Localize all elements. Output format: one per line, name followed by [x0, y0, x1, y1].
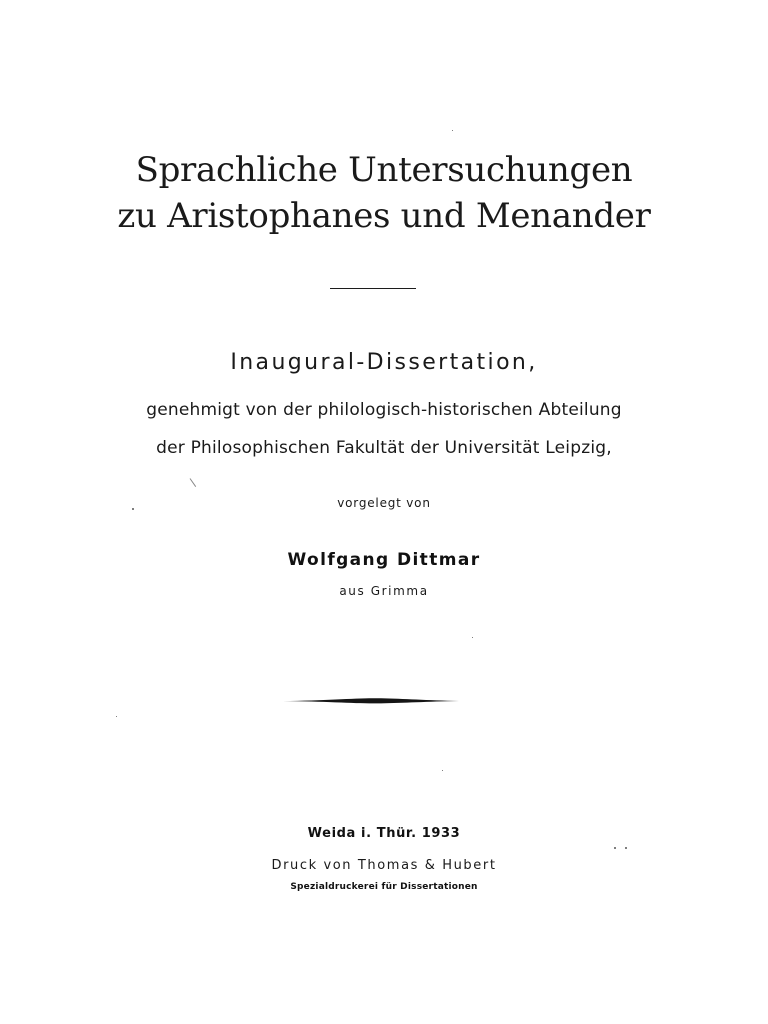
- title-divider-rule: [330, 288, 416, 289]
- author-name: Wolfgang Dittmar: [287, 550, 481, 570]
- imprint-printer: Druck von Thomas & Hubert: [271, 858, 497, 873]
- paper-speck: [614, 847, 616, 849]
- faculty-line-1: genehmigt von der philologisch-historischen Abteilung: [146, 400, 622, 420]
- paper-speck: [625, 847, 627, 849]
- imprint-specialty: Spezialdruckerei für Dissertationen: [290, 882, 478, 892]
- faculty-line-2: der Philosophischen Fakultät der Universität Leipzig,: [156, 438, 612, 458]
- title-line-2: zu Aristophanes und Menander: [117, 196, 651, 236]
- dissertation-heading: Inaugural-Dissertation,: [230, 350, 538, 375]
- author-origin: aus Grimma: [339, 584, 429, 598]
- paper-speck: [452, 130, 453, 131]
- imprint-place-year: Weida i. Thür. 1933: [307, 826, 461, 841]
- paper-speck: [116, 716, 117, 717]
- paper-scratch: [190, 478, 197, 487]
- title-line-1: Sprachliche Untersuchungen: [135, 150, 633, 190]
- presented-by-label: vorgelegt von: [337, 496, 431, 510]
- paper-speck: [442, 770, 443, 771]
- paper-speck: [132, 508, 134, 510]
- paper-speck: [472, 637, 473, 638]
- swelled-rule-ornament: [283, 696, 459, 706]
